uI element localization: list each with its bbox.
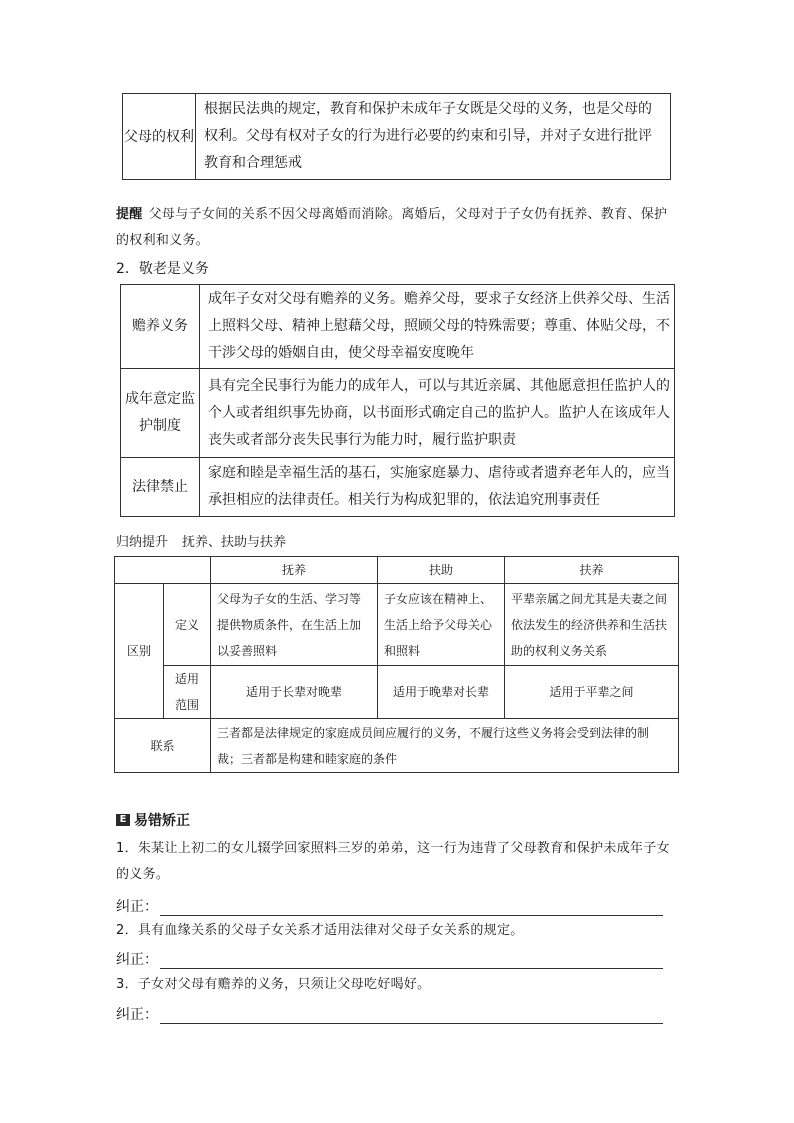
parent-rights-text: 根据民法典的规定，教育和保护未成年子女既是父母的义务，也是父母的权利。父母有权对子女的行为进行必要的约束和引导，并对子女进行批评教育和合理惩戒 [196,94,671,180]
distinction-label: 区别 [115,584,164,719]
row-text: 具有完全民事行为能力的成年人，可以与其近亲属、其他愿意担任监护人的个人或者组织事先协商，以书面形式确定自己的监护人。监护人在该成年人丧失或者部分丧失民事行为能力时，履行监护职责 [200,369,675,458]
answer-blank[interactable] [160,899,663,916]
row-text: 家庭和睦是幸福生活的基石，实施家庭暴力、虐待或者遗弃老年人的，应当承担相应的法律责任。相关行为构成犯罪的，依法追究刑事责任 [200,458,675,517]
row-label: 法律禁止 [121,458,200,517]
table-row [121,369,675,458]
definition-cell: 平辈亲属之间尤其是夫妻之间依法发生的经济供养和生活扶助的权利义务关系 [505,584,679,666]
summary-header-row [115,557,679,584]
scope-cell: 适用于平辈之间 [505,666,679,719]
quiz-title: 易错矫正 [134,813,190,829]
summary-table [114,556,679,773]
answer-blank[interactable] [160,952,663,969]
tip-text: 父母与子女间的关系不因父母离婚而消除。离婚后，父母对于子女仍有抚养、教育、保护的权利和义务。 [116,207,668,248]
definition-cell: 子女应该在精神上、生活上给予父母关心和照料 [378,584,505,666]
correction-line [116,949,663,969]
summary-title: 抚养、扶助与扶养 [182,535,287,550]
table-row [121,458,675,517]
tip-label: 提醒 [116,207,143,222]
tip-paragraph [116,202,678,254]
empty-header-cell [115,557,211,584]
row-text: 成年子女对父母有赡养的义务。赡养父母，要求子女经济上供养父母、生活上照料父母、精神上慰藉父母，照顾父母的特殊需要；尊重、体贴父母，不干涉父母的婚姻自由，使父母幸福安度晚年 [200,285,675,369]
definition-cell: 父母为子女的生活、学习等提供物质条件，在生活上加以妥善照料 [211,584,378,666]
parent-rights-label: 父母的权利 [123,94,196,180]
header-cell: 扶养 [505,557,679,584]
correction-line [116,896,663,916]
correction-label: 纠正： [116,899,158,915]
error-correction-icon: E [116,814,130,826]
elder-duty-table [120,284,675,517]
quiz-item: 3．子女对父母有赡养的义务，只须让父母吃好喝好。 [116,977,431,992]
quiz-heading [116,810,190,830]
quiz-item: 2．具有血缘关系的父母子女关系才适用法律对父母子女关系的规定。 [116,923,524,938]
correction-line [116,1004,663,1024]
row-label: 赡养义务 [121,285,200,369]
scope-cell: 适用于晚辈对长辈 [378,666,505,719]
scope-row [115,666,679,719]
header-cell: 抚养 [211,557,378,584]
summary-label: 归纳提升 [116,535,169,550]
header-cell: 扶助 [378,557,505,584]
scope-label: 适用范围 [164,666,211,719]
definition-label: 定义 [164,584,211,666]
row-label: 成年意定监护制度 [121,369,200,458]
scope-cell: 适用于长辈对晚辈 [211,666,378,719]
answer-blank[interactable] [160,1007,663,1024]
relation-row [115,719,679,773]
relation-label: 联系 [115,719,211,773]
quiz-item: 1．朱某让上初二的女儿辍学回家照料三岁的弟弟，这一行为违背了父母教育和保护未成年子女的义务。 [116,841,670,882]
correction-label: 纠正： [116,1007,158,1023]
relation-text: 三者都是法律规定的家庭成员间应履行的义务，不履行这些义务将会受到法律的制裁；三者都是构建和睦家庭的条件 [211,719,679,773]
correction-label: 纠正： [116,952,158,968]
parent-rights-table [122,93,671,180]
table-row [121,285,675,369]
section-2-heading: 2．敬老是义务 [116,261,209,277]
summary-heading [116,531,286,550]
definition-row [115,584,679,666]
